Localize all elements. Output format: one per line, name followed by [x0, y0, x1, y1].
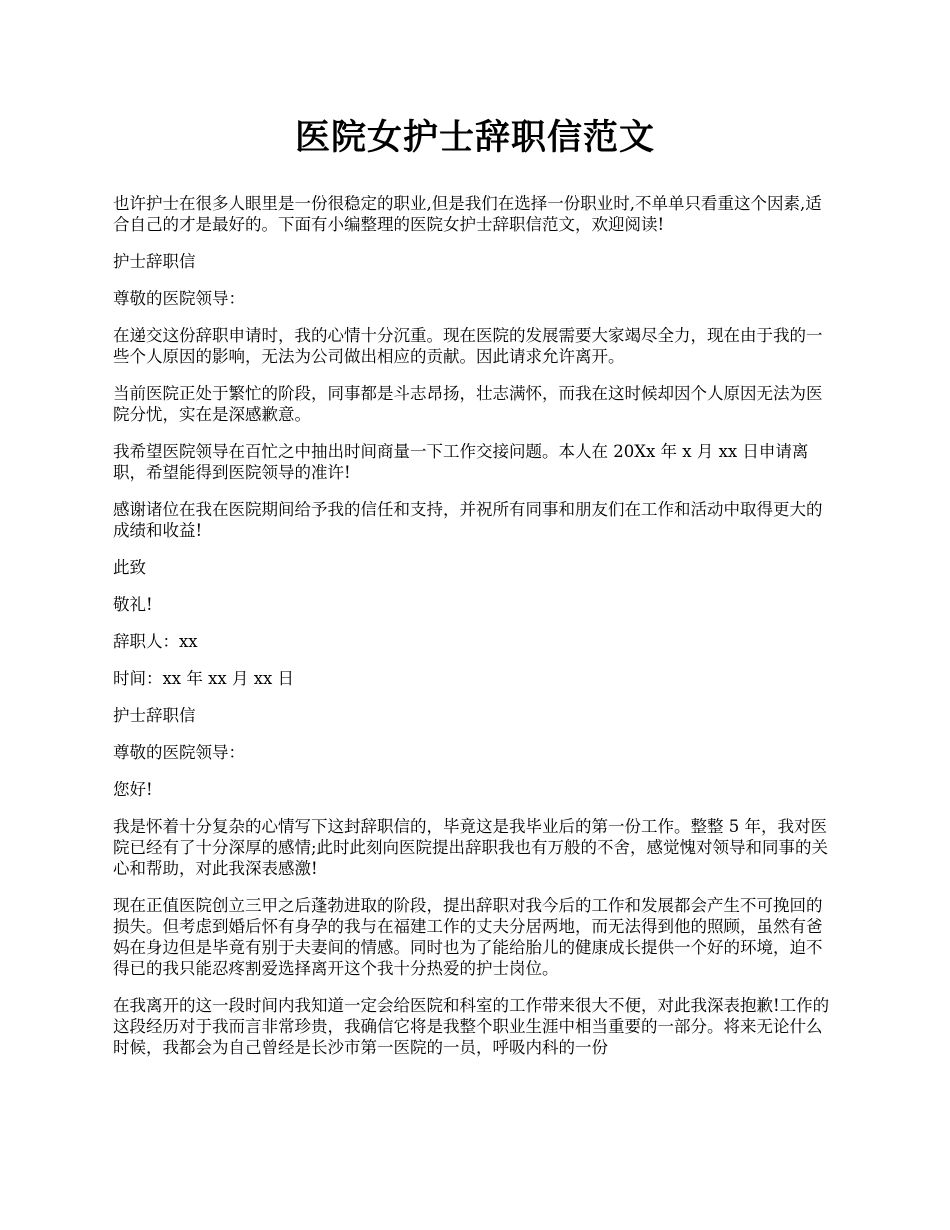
document-body [113, 193, 837, 1058]
document-title: 医院女护士辞职信范文 [294, 117, 655, 158]
body-paragraph: 在递交这份辞职申请时，我的心情十分沉重。现在医院的发展需要大家竭尽全力，现在由于我的一些个人原因的影响，无法为公司做出相应的贡献。因此请求允许离开。 [113, 326, 823, 366]
body-paragraph: 我是怀着十分复杂的心情写下这封辞职信的，毕竟这是我毕业后的第一份工作。整整 5 年，我对医院已经有了十分深厚的感情;此时此刻向医院提出辞职我也有万般的不舍，感觉愧对领导和同事的关心和帮助，对此我深表感激! [113, 817, 829, 878]
section-heading: 护士辞职信 [113, 706, 196, 725]
body-paragraph: 现在正值医院创立三甲之后蓬勃进取的阶段，提出辞职对我今后的工作和发展都会产生不可挽回的损失。但考虑到婚后怀有身孕的我与在福建工作的丈夫分居两地，而无法得到他的照顾，虽然有爸妈在身边但是毕竟有别于夫妻间的情感。同时也为了能给胎儿的健康成长提供一个好的环境，迫不得已的我只能忍疼割爱选择离开这个我十分热爱的护士岗位。 [113, 896, 823, 978]
greeting: 您好! [113, 780, 153, 799]
salutation: 尊敬的医院领导： [113, 743, 245, 762]
closing-line: 敬礼! [113, 595, 153, 614]
intro-paragraph: 也许护士在很多人眼里是一份很稳定的职业,但是我们在选择一份职业时,不单单只看重这个因素,适合自己的才是最好的。下面有小编整理的医院女护士辞职信范文，欢迎阅读! [113, 194, 822, 234]
closing-line: 此致 [113, 558, 146, 577]
date-line: 时间：xx 年 xx 月 xx 日 [113, 669, 295, 688]
body-paragraph: 当前医院正处于繁忙的阶段，同事都是斗志昂扬，壮志满怀，而我在这时候却因个人原因无法为医院分忧，实在是深感歉意。 [113, 384, 823, 424]
body-paragraph: 在我离开的这一段时间内我知道一定会给医院和科室的工作带来很大不便，对此我深表抱歉!工作的这段经历对于我而言非常珍贵，我确信它将是我整个职业生涯中相当重要的一部分。将来无论什么时候，我都会为自己曾经是长沙市第一医院的一员，呼吸内科的一份 [113, 996, 830, 1057]
signature-line: 辞职人：xx [113, 632, 198, 651]
section-heading: 护士辞职信 [113, 252, 196, 271]
body-paragraph: 我希望医院领导在百忙之中抽出时间商量一下工作交接问题。本人在 20Xx 年 x 月 xx 日申请离职，希望能得到医院领导的准许! [113, 442, 809, 482]
salutation: 尊敬的医院领导： [113, 289, 245, 308]
body-paragraph: 感谢诸位在我在医院期间给予我的信任和支持，并祝所有同事和朋友们在工作和活动中取得更大的成绩和收益! [113, 500, 823, 540]
